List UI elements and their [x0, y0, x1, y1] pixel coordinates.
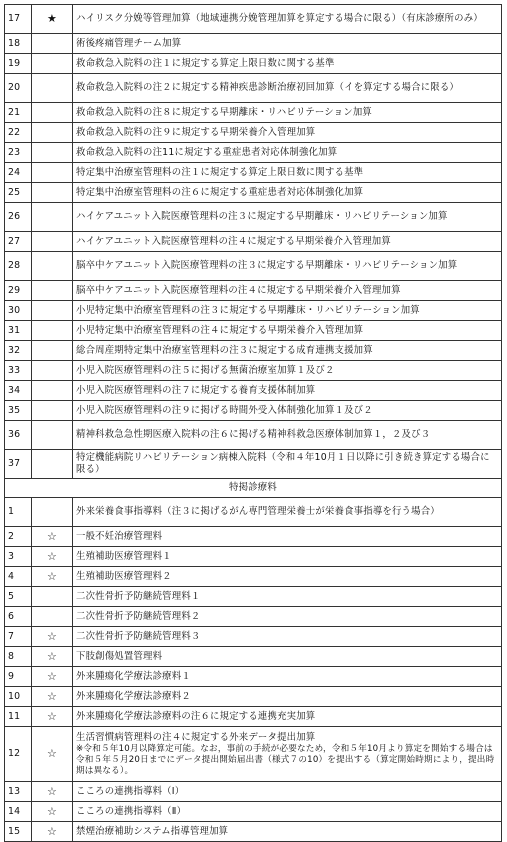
mark-cell: [32, 54, 73, 74]
table-row: [5, 143, 502, 163]
item-name-cell: [73, 301, 502, 321]
table-row: [5, 103, 502, 123]
item-name-cell: [73, 401, 502, 421]
item-name-cell: [73, 421, 502, 450]
item-name: 生殖補助医療管理料２: [76, 570, 172, 582]
row-number: 21: [5, 103, 32, 123]
item-name: 特定機能病院リハビリテーション病棟入院料（令和４年10月１日以降に引き続き算定する場合に限る）: [76, 452, 490, 475]
item-name: 外来腫瘍化学療法診療料の注６に規定する連携充実加算: [76, 710, 316, 722]
facility-standards-table-page: [4, 4, 502, 842]
section-header-row: [5, 479, 502, 498]
item-name: 小児特定集中治療室管理料の注４に規定する早期栄養介入管理加算: [76, 324, 364, 336]
item-name-cell: [73, 34, 502, 54]
table-row: [5, 183, 502, 203]
row-number: 36: [5, 421, 32, 450]
special-items-body: [5, 498, 502, 842]
row-number: 28: [5, 252, 32, 281]
item-name: 精神科救急急性期医療入院料の注６に掲げる精神科救急医療体制加算１，２及び３: [76, 429, 431, 440]
mark-cell: [32, 123, 73, 143]
item-name-cell: [73, 727, 502, 782]
table-row: [5, 527, 502, 547]
item-name: 小児特定集中治療室管理料の注３に規定する早期離床・リハビリテーション加算: [76, 304, 420, 316]
row-number: 22: [5, 123, 32, 143]
item-name: 外来栄養食事指導料（注３に掲げるがん専門管理栄養士が栄養食事指導を行う場合）: [76, 506, 440, 517]
item-name: 二次性骨折予防継続管理料１: [76, 590, 201, 602]
row-number: 5: [5, 587, 32, 607]
row-number: 23: [5, 143, 32, 163]
item-name: 術後疼痛管理チーム加算: [76, 37, 182, 49]
item-name-cell: [73, 687, 502, 707]
item-name-cell: [73, 547, 502, 567]
item-name-cell: [73, 381, 502, 401]
item-name-cell: [73, 163, 502, 183]
table-row: [5, 54, 502, 74]
row-number: 31: [5, 321, 32, 341]
item-name: 小児入院医療管理料の注５に掲げる無菌治療室加算１及び２: [76, 364, 335, 376]
item-name-cell: [73, 527, 502, 547]
item-name-cell: [73, 232, 502, 252]
row-number: 26: [5, 203, 32, 232]
item-name-cell: [73, 782, 502, 802]
item-name-cell: [73, 450, 502, 479]
mark-cell: [32, 401, 73, 421]
row-number: 11: [5, 707, 32, 727]
item-name: 外来腫瘍化学療法診療料２: [76, 690, 191, 702]
mark-cell: [32, 183, 73, 203]
outline-star-icon: ☆: [32, 667, 73, 687]
outline-star-icon: ☆: [32, 802, 73, 822]
row-number: 25: [5, 183, 32, 203]
outline-star-icon: ☆: [32, 627, 73, 647]
mark-cell: [32, 321, 73, 341]
item-name: こころの連携指導料（Ⅱ）: [76, 805, 187, 817]
table-row: [5, 647, 502, 667]
mark-cell: [32, 103, 73, 123]
section-header-body: [5, 479, 502, 498]
row-number: 9: [5, 667, 32, 687]
item-name: 特定集中治療室管理料の注１に規定する算定上限日数に関する基準: [76, 166, 364, 178]
item-name: 総合周産期特定集中治療室管理料の注３に規定する成育連携支援加算: [76, 344, 373, 356]
row-number: 10: [5, 687, 32, 707]
item-name: 下肢創傷処置管理料: [76, 650, 163, 662]
row-number: 7: [5, 627, 32, 647]
basic-items-body: [5, 5, 502, 479]
mark-cell: [32, 607, 73, 627]
table-row: [5, 5, 502, 34]
mark-cell: [32, 341, 73, 361]
item-name-cell: [73, 341, 502, 361]
item-name: 救命救急入院料の注９に規定する早期栄養介入管理加算: [76, 126, 316, 138]
item-name-cell: [73, 498, 502, 527]
table-row: [5, 607, 502, 627]
outline-star-icon: ☆: [32, 727, 73, 782]
item-name-cell: [73, 707, 502, 727]
table-row: [5, 381, 502, 401]
item-name-cell: [73, 183, 502, 203]
filled-star-icon: ★: [32, 5, 73, 34]
item-name-cell: [73, 103, 502, 123]
mark-cell: [32, 301, 73, 321]
item-name-cell: [73, 667, 502, 687]
row-number: 27: [5, 232, 32, 252]
table-row: [5, 687, 502, 707]
outline-star-icon: ☆: [32, 547, 73, 567]
item-name-cell: [73, 54, 502, 74]
mark-cell: [32, 381, 73, 401]
mark-cell: [32, 281, 73, 301]
item-name-cell: [73, 74, 502, 103]
row-number: 17: [5, 5, 32, 34]
item-name: 小児入院医療管理料の注９に掲げる時間外受入体制強化加算１及び２: [76, 404, 373, 416]
row-number: 37: [5, 450, 32, 479]
mark-cell: [32, 203, 73, 232]
table-row: [5, 232, 502, 252]
table-row: [5, 281, 502, 301]
mark-cell: [32, 143, 73, 163]
table-row: [5, 498, 502, 527]
row-number: 30: [5, 301, 32, 321]
row-number: 32: [5, 341, 32, 361]
row-number: 1: [5, 498, 32, 527]
item-name: 救命救急入院料の注２に規定する精神疾患診断治療初回加算（イを算定する場合に限る）: [76, 82, 460, 93]
table-row: [5, 34, 502, 54]
item-name: ハイケアユニット入院医療管理料の注３に規定する早期離床・リハビリテーション加算: [76, 211, 448, 222]
table-row: [5, 567, 502, 587]
table-row: [5, 667, 502, 687]
row-number: 3: [5, 547, 32, 567]
table-row: [5, 707, 502, 727]
table-row: [5, 252, 502, 281]
row-number: 6: [5, 607, 32, 627]
mark-cell: [32, 74, 73, 103]
item-name: 生活習慣病管理料の注４に規定する外来データ提出加算: [76, 731, 316, 743]
row-number: 29: [5, 281, 32, 301]
table-row: [5, 627, 502, 647]
row-number: 12: [5, 727, 32, 782]
mark-cell: [32, 232, 73, 252]
item-name-cell: [73, 361, 502, 381]
item-name: 脳卒中ケアユニット入院医療管理料の注４に規定する早期栄養介入管理加算: [76, 284, 401, 296]
row-number: 33: [5, 361, 32, 381]
table-row: [5, 421, 502, 450]
item-name-cell: [73, 143, 502, 163]
mark-cell: [32, 361, 73, 381]
table-row: [5, 547, 502, 567]
outline-star-icon: ☆: [32, 567, 73, 587]
table-row: [5, 782, 502, 802]
item-name-cell: [73, 281, 502, 301]
row-number: 35: [5, 401, 32, 421]
outline-star-icon: ☆: [32, 707, 73, 727]
outline-star-icon: ☆: [32, 527, 73, 547]
table-row: [5, 341, 502, 361]
table-row: [5, 163, 502, 183]
mark-cell: [32, 450, 73, 479]
row-number: 19: [5, 54, 32, 74]
mark-cell: [32, 587, 73, 607]
item-name-cell: [73, 203, 502, 232]
table-row: [5, 401, 502, 421]
table-row: [5, 203, 502, 232]
standards-table: [4, 4, 502, 842]
item-name-cell: [73, 321, 502, 341]
item-name: 救命救急入院料の注１に規定する算定上限日数に関する基準: [76, 57, 335, 69]
table-row: [5, 450, 502, 479]
table-row: [5, 74, 502, 103]
item-name: ハイケアユニット入院医療管理料の注４に規定する早期栄養介入管理加算: [76, 235, 391, 247]
table-row: [5, 587, 502, 607]
row-number: 18: [5, 34, 32, 54]
row-number: 4: [5, 567, 32, 587]
item-name-cell: [73, 822, 502, 842]
item-name: 小児入院医療管理料の注７に規定する養育支援体制加算: [76, 384, 316, 396]
row-number: 2: [5, 527, 32, 547]
item-name-cell: [73, 252, 502, 281]
row-number: 34: [5, 381, 32, 401]
table-row: [5, 321, 502, 341]
outline-star-icon: ☆: [32, 687, 73, 707]
outline-star-icon: ☆: [32, 822, 73, 842]
item-name: 二次性骨折予防継続管理料２: [76, 610, 201, 622]
mark-cell: [32, 34, 73, 54]
item-name: 脳卒中ケアユニット入院医療管理料の注３に規定する早期離床・リハビリテーション加算: [76, 260, 458, 271]
item-name: 禁煙治療補助システム指導管理加算: [76, 825, 229, 837]
item-name: 救命救急入院料の注８に規定する早期離床・リハビリテーション加算: [76, 106, 372, 118]
row-number: 24: [5, 163, 32, 183]
item-name: 二次性骨折予防継続管理料３: [76, 630, 201, 642]
item-name: こころの連携指導料（Ⅰ）: [76, 785, 185, 797]
row-number: 13: [5, 782, 32, 802]
item-name-cell: [73, 647, 502, 667]
item-name-cell: [73, 627, 502, 647]
section-title: 特掲診療料: [5, 479, 502, 498]
row-number: 20: [5, 74, 32, 103]
item-name-cell: [73, 607, 502, 627]
row-number: 14: [5, 802, 32, 822]
outline-star-icon: ☆: [32, 647, 73, 667]
mark-cell: [32, 163, 73, 183]
item-name: 救命救急入院料の注11に規定する重症患者対応体制強化加算: [76, 146, 338, 158]
item-name: 一般不妊治療管理料: [76, 530, 163, 542]
row-number: 15: [5, 822, 32, 842]
item-name-cell: [73, 567, 502, 587]
item-name-cell: [73, 587, 502, 607]
item-name: 生殖補助医療管理料１: [76, 550, 172, 562]
mark-cell: [32, 498, 73, 527]
item-name: 特定集中治療室管理料の注６に規定する重症患者対応体制強化加算: [76, 186, 364, 198]
table-row: [5, 361, 502, 381]
table-row: [5, 822, 502, 842]
table-row: [5, 301, 502, 321]
item-name: ハイリスク分娩等管理加算（地域連携分娩管理加算を算定する場合に限る）（有床診療所のみ）: [76, 13, 483, 24]
mark-cell: [32, 421, 73, 450]
row-number: 8: [5, 647, 32, 667]
mark-cell: [32, 252, 73, 281]
outline-star-icon: ☆: [32, 782, 73, 802]
item-name: 外来腫瘍化学療法診療料１: [76, 670, 191, 682]
item-name-cell: [73, 5, 502, 34]
item-note: ※令和５年10月以降算定可能。なお，事前の手続が必要なため，令和５年10月より算定を開始する場合は令和５年５月20日までにデータ提出開始届出書（様式７の10）を提出する（算定開始時期により，提出時期は異なる）。: [76, 743, 495, 776]
table-row: [5, 727, 502, 782]
item-name-cell: [73, 123, 502, 143]
table-row: [5, 123, 502, 143]
